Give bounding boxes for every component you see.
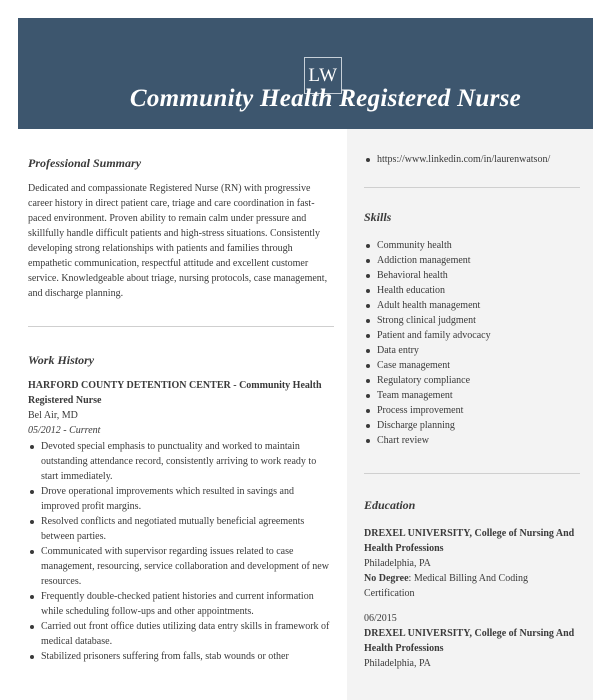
list-item: Resolved conflicts and negotiated mutually beneficial agreements between parties. <box>28 514 334 544</box>
skill-item: Case management <box>364 358 580 373</box>
education-location: Philadelphia, PA <box>364 558 431 569</box>
job-position: Community Health Registered Nurse <box>28 380 322 406</box>
job-title-line <box>28 378 334 408</box>
summary-heading: Professional Summary <box>28 156 142 170</box>
list-item: Frequently double-checked patient histories and current information while scheduling follow-ups and other appointments. <box>28 589 334 619</box>
degree-label: No Degree <box>364 573 409 584</box>
skill-item: Adult health management <box>364 298 580 313</box>
skill-item: Behavioral health <box>364 268 580 283</box>
education-school: DREXEL UNIVERSITY, College of Nursing And Health Professions <box>364 628 575 654</box>
list-item: Stabilized prisoners suffering from falls, stab wounds or other <box>28 649 334 664</box>
links-list <box>364 152 580 167</box>
skill-item: Data entry <box>364 343 580 358</box>
degree-separator: : <box>408 573 414 584</box>
list-item: Drove operational improvements which resulted in savings and improved profit margins. <box>28 484 334 514</box>
job-entry <box>28 378 334 664</box>
degree-name: Medical Billing And Coding Certification <box>364 573 528 599</box>
education-entry <box>364 526 580 601</box>
education-location: Philadelphia, PA <box>364 658 431 669</box>
job-bullets <box>28 439 334 664</box>
skills-list <box>364 238 580 448</box>
skill-item: Patient and family advocacy <box>364 328 580 343</box>
skill-item: Health education <box>364 283 580 298</box>
skill-item: Discharge planning <box>364 418 580 433</box>
job-location: Bel Air, MD <box>28 410 78 421</box>
monogram: LW <box>304 57 342 94</box>
skills-heading: Skills <box>364 210 392 224</box>
education-entry <box>364 611 580 671</box>
skill-item: Process improvement <box>364 403 580 418</box>
list-item: Carried out front office duties utilizing data entry skills in framework of medical database. <box>28 619 334 649</box>
work-history-heading: Work History <box>28 353 95 367</box>
skill-item: Addiction management <box>364 253 580 268</box>
linkedin-link[interactable]: https://www.linkedin.com/in/laurenwatson/ <box>364 152 580 167</box>
job-separator: - <box>230 380 240 391</box>
main-column <box>28 129 334 664</box>
skill-item: Strong clinical judgment <box>364 313 580 328</box>
education-degree <box>364 571 580 601</box>
list-item: Communicated with supervisor regarding issues related to case management, resourcing, service collaboration and development of new resources. <box>28 544 334 589</box>
job-dates: 05/2012 - Current <box>28 425 101 436</box>
resume-title: Community Health Registered Nurse <box>129 85 522 112</box>
education-date: 06/2015 <box>364 613 397 624</box>
job-employer: HARFORD COUNTY DETENTION CENTER <box>28 380 231 391</box>
skill-item: Team management <box>364 388 580 403</box>
education-school: DREXEL UNIVERSITY, College of Nursing And Health Professions <box>364 528 575 554</box>
skill-item: Community health <box>364 238 580 253</box>
list-item: Devoted special emphasis to punctuality and worked to maintain outstanding attendance record, consistently arriving to work ready to start immediately. <box>28 439 334 484</box>
skill-item: Chart review <box>364 433 580 448</box>
sidebar-column <box>364 129 580 671</box>
skill-item: Regulatory compliance <box>364 373 580 388</box>
summary-text: Dedicated and compassionate Registered Nurse (RN) with progressive career history in direct patient care, triage and care coordination in fast-paced environment. Proven ability to remain calm under pressure and skillfully handle difficult patients and high-stress situations. Consistently developing strong relationships with patients and families through empathetic communication, respectful attitude and excellent customer service. Knowledgeable about triage, nursing protocols, case management, and discharge planning. <box>28 183 328 299</box>
education-heading: Education <box>364 498 416 512</box>
